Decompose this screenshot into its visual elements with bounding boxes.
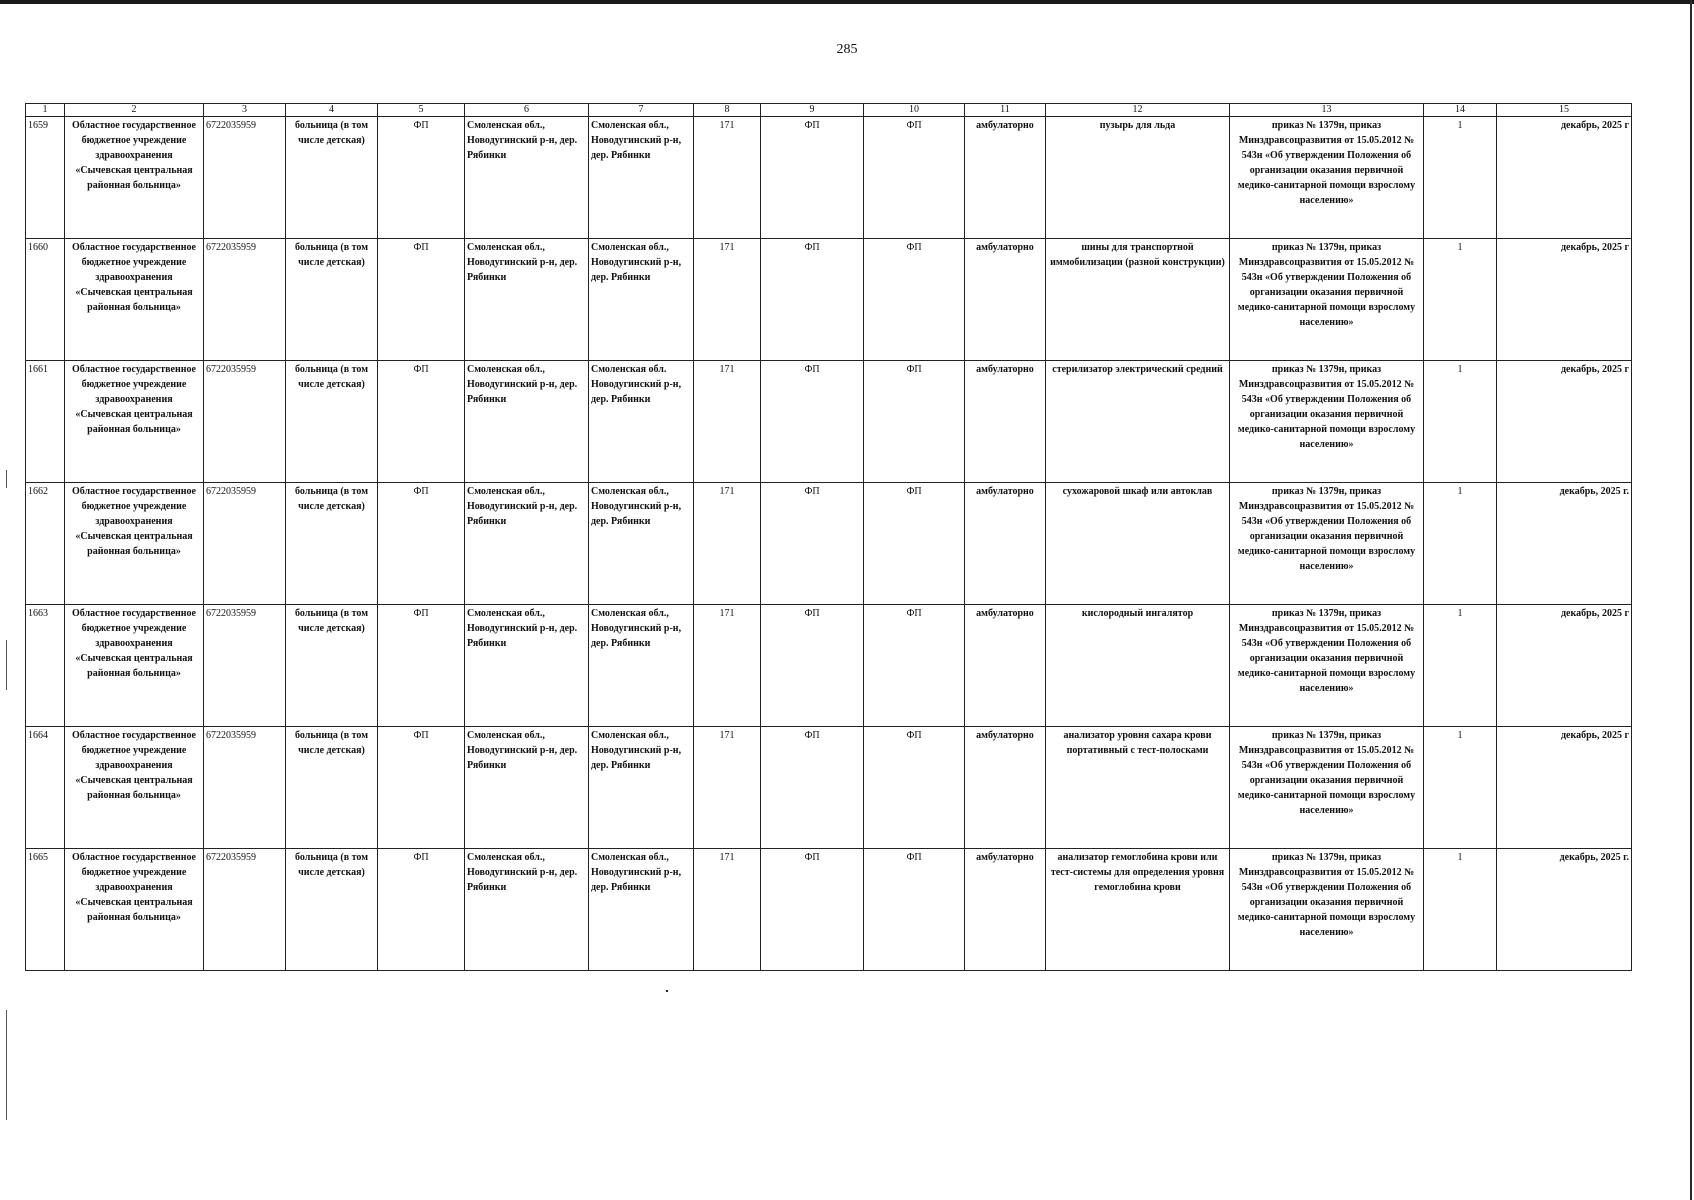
column-number: 13 bbox=[1230, 104, 1424, 117]
legal-basis-cell: приказ № 1379н, приказ Минздравсоцразвития от 15.05.2012 № 543н «Об утверждении Положения об организации оказания первичной медико-санитарной помощи взрослому населению» bbox=[1230, 727, 1424, 849]
column-number-row bbox=[26, 104, 1632, 117]
page-number: 285 bbox=[836, 42, 858, 57]
column-number: 12 bbox=[1046, 104, 1230, 117]
unit-type-cell: ФП bbox=[761, 605, 864, 727]
delivery-address-cell: Смоленская обл., Новодугинский р-н, дер. Рябинки bbox=[589, 239, 694, 361]
quantity-cell: 1 bbox=[1424, 239, 1497, 361]
facility-type-cell: больница (в том числе детская) bbox=[286, 849, 378, 971]
equipment-item-cell: шины для транспортной иммобилизации (разной конструкции) bbox=[1046, 239, 1230, 361]
inn-cell: 6722035959 bbox=[204, 605, 286, 727]
unit-cell: ФП bbox=[378, 361, 465, 483]
address-cell: Смоленская обл., Новодугинский р-н, дер. Рябинки bbox=[465, 727, 589, 849]
delivery-address-cell: Смоленская обл., Новодугинский р-н, дер. Рябинки bbox=[589, 849, 694, 971]
delivery-address-cell: Смоленская обл. Новодугинский р-н, дер. Рябинки bbox=[589, 361, 694, 483]
unit-type-cell: ФП bbox=[761, 483, 864, 605]
quantity-cell: 1 bbox=[1424, 605, 1497, 727]
inn-cell: 6722035959 bbox=[204, 361, 286, 483]
legal-basis-cell: приказ № 1379н, приказ Минздравсоцразвития от 15.05.2012 № 543н «Об утверждении Положения об организации оказания первичной медико-санитарной помощи взрослому населению» bbox=[1230, 361, 1424, 483]
delivery-date-cell: декабрь, 2025 г bbox=[1497, 361, 1632, 483]
column-number: 6 bbox=[465, 104, 589, 117]
unit-cell: ФП bbox=[378, 849, 465, 971]
margin-mark bbox=[6, 1010, 7, 1120]
equipment-item-cell: стерилизатор электрический средний bbox=[1046, 361, 1230, 483]
facility-type-cell: больница (в том числе детская) bbox=[286, 727, 378, 849]
facility-type-cell: больница (в том числе детская) bbox=[286, 117, 378, 239]
column-number: 14 bbox=[1424, 104, 1497, 117]
table-row bbox=[26, 117, 1632, 239]
unit-subtype-cell: ФП bbox=[864, 727, 965, 849]
unit-subtype-cell: ФП bbox=[864, 605, 965, 727]
table-row bbox=[26, 849, 1632, 971]
unit-cell: ФП bbox=[378, 727, 465, 849]
organization-cell: Областное государственное бюджетное учреждение здравоохранения «Сычевская центральная районная больница» bbox=[65, 849, 204, 971]
table-body bbox=[26, 104, 1632, 971]
right-edge-rule bbox=[1690, 0, 1692, 1200]
equipment-item-cell: сухожаровой шкаф или автоклав bbox=[1046, 483, 1230, 605]
unit-cell: ФП bbox=[378, 483, 465, 605]
address-cell: Смоленская обл., Новодугинский р-н, дер. Рябинки bbox=[465, 605, 589, 727]
quantity-cell: 1 bbox=[1424, 727, 1497, 849]
column-number: 2 bbox=[65, 104, 204, 117]
scan-speck bbox=[666, 990, 668, 992]
organization-cell: Областное государственное бюджетное учреждение здравоохранения «Сычевская центральная районная больница» bbox=[65, 361, 204, 483]
care-mode-cell: амбулаторно bbox=[965, 483, 1046, 605]
row-number-cell: 1660 bbox=[26, 239, 65, 361]
care-mode-cell: амбулаторно bbox=[965, 361, 1046, 483]
equipment-item-cell: пузырь для льда bbox=[1046, 117, 1230, 239]
facility-type-cell: больница (в том числе детская) bbox=[286, 483, 378, 605]
code-cell: 171 bbox=[694, 849, 761, 971]
delivery-date-cell: декабрь, 2025 г bbox=[1497, 727, 1632, 849]
delivery-address-cell: Смоленская обл., Новодугинский р-н, дер. Рябинки bbox=[589, 605, 694, 727]
organization-cell: Областное государственное бюджетное учреждение здравоохранения «Сычевская центральная районная больница» bbox=[65, 117, 204, 239]
address-cell: Смоленская обл., Новодугинский р-н, дер. Рябинки bbox=[465, 117, 589, 239]
equipment-item-cell: анализатор уровня сахара крови портативный с тест-полосками bbox=[1046, 727, 1230, 849]
unit-type-cell: ФП bbox=[761, 849, 864, 971]
column-number: 5 bbox=[378, 104, 465, 117]
column-number: 9 bbox=[761, 104, 864, 117]
care-mode-cell: амбулаторно bbox=[965, 239, 1046, 361]
row-number-cell: 1659 bbox=[26, 117, 65, 239]
row-number-cell: 1663 bbox=[26, 605, 65, 727]
registry-table-wrapper bbox=[25, 103, 1631, 971]
code-cell: 171 bbox=[694, 117, 761, 239]
quantity-cell: 1 bbox=[1424, 117, 1497, 239]
delivery-date-cell: декабрь, 2025 г. bbox=[1497, 849, 1632, 971]
address-cell: Смоленская обл., Новодугинский р-н, дер. Рябинки bbox=[465, 849, 589, 971]
delivery-address-cell: Смоленская обл., Новодугинский р-н, дер. Рябинки bbox=[589, 483, 694, 605]
legal-basis-cell: приказ № 1379н, приказ Минздравсоцразвития от 15.05.2012 № 543н «Об утверждении Положения об организации оказания первичной медико-санитарной помощи взрослому населению» bbox=[1230, 605, 1424, 727]
column-number: 11 bbox=[965, 104, 1046, 117]
equipment-registry-table bbox=[25, 103, 1632, 971]
row-number-cell: 1662 bbox=[26, 483, 65, 605]
unit-type-cell: ФП bbox=[761, 117, 864, 239]
delivery-date-cell: декабрь, 2025 г bbox=[1497, 239, 1632, 361]
equipment-item-cell: кислородный ингалятор bbox=[1046, 605, 1230, 727]
table-row bbox=[26, 239, 1632, 361]
unit-subtype-cell: ФП bbox=[864, 361, 965, 483]
code-cell: 171 bbox=[694, 605, 761, 727]
column-number: 1 bbox=[26, 104, 65, 117]
care-mode-cell: амбулаторно bbox=[965, 117, 1046, 239]
legal-basis-cell: приказ № 1379н, приказ Минздравсоцразвития от 15.05.2012 № 543н «Об утверждении Положения об организации оказания первичной медико-санитарной помощи взрослому населению» bbox=[1230, 849, 1424, 971]
unit-cell: ФП bbox=[378, 605, 465, 727]
organization-cell: Областное государственное бюджетное учреждение здравоохранения «Сычевская центральная районная больница» bbox=[65, 727, 204, 849]
care-mode-cell: амбулаторно bbox=[965, 605, 1046, 727]
organization-cell: Областное государственное бюджетное учреждение здравоохранения «Сычевская центральная районная больница» bbox=[65, 483, 204, 605]
care-mode-cell: амбулаторно bbox=[965, 727, 1046, 849]
organization-cell: Областное государственное бюджетное учреждение здравоохранения «Сычевская центральная районная больница» bbox=[65, 605, 204, 727]
unit-type-cell: ФП bbox=[761, 239, 864, 361]
unit-type-cell: ФП bbox=[761, 727, 864, 849]
inn-cell: 6722035959 bbox=[204, 117, 286, 239]
row-number-cell: 1665 bbox=[26, 849, 65, 971]
delivery-address-cell: Смоленская обл., Новодугинский р-н, дер. Рябинки bbox=[589, 117, 694, 239]
quantity-cell: 1 bbox=[1424, 483, 1497, 605]
unit-type-cell: ФП bbox=[761, 361, 864, 483]
delivery-address-cell: Смоленская обл., Новодугинский р-н, дер. Рябинки bbox=[589, 727, 694, 849]
legal-basis-cell: приказ № 1379н, приказ Минздравсоцразвития от 15.05.2012 № 543н «Об утверждении Положения об организации оказания первичной медико-санитарной помощи взрослому населению» bbox=[1230, 239, 1424, 361]
table-row bbox=[26, 361, 1632, 483]
code-cell: 171 bbox=[694, 483, 761, 605]
legal-basis-cell: приказ № 1379н, приказ Минздравсоцразвития от 15.05.2012 № 543н «Об утверждении Положения об организации оказания первичной медико-санитарной помощи взрослому населению» bbox=[1230, 483, 1424, 605]
code-cell: 171 bbox=[694, 727, 761, 849]
table-row bbox=[26, 727, 1632, 849]
column-number: 15 bbox=[1497, 104, 1632, 117]
top-border-rule bbox=[0, 0, 1694, 4]
column-number: 7 bbox=[589, 104, 694, 117]
inn-cell: 6722035959 bbox=[204, 483, 286, 605]
column-number: 10 bbox=[864, 104, 965, 117]
unit-subtype-cell: ФП bbox=[864, 239, 965, 361]
column-number: 8 bbox=[694, 104, 761, 117]
code-cell: 171 bbox=[694, 239, 761, 361]
column-number: 3 bbox=[204, 104, 286, 117]
address-cell: Смоленская обл., Новодугинский р-н, дер. Рябинки bbox=[465, 361, 589, 483]
unit-cell: ФП bbox=[378, 117, 465, 239]
address-cell: Смоленская обл., Новодугинский р-н, дер. Рябинки bbox=[465, 239, 589, 361]
column-number: 4 bbox=[286, 104, 378, 117]
row-number-cell: 1664 bbox=[26, 727, 65, 849]
facility-type-cell: больница (в том числе детская) bbox=[286, 239, 378, 361]
quantity-cell: 1 bbox=[1424, 361, 1497, 483]
organization-cell: Областное государственное бюджетное учреждение здравоохранения «Сычевская центральная районная больница» bbox=[65, 239, 204, 361]
margin-mark bbox=[6, 640, 7, 690]
quantity-cell: 1 bbox=[1424, 849, 1497, 971]
care-mode-cell: амбулаторно bbox=[965, 849, 1046, 971]
equipment-item-cell: анализатор гемоглобина крови или тест-системы для определения уровня гемоглобина крови bbox=[1046, 849, 1230, 971]
delivery-date-cell: декабрь, 2025 г bbox=[1497, 605, 1632, 727]
row-number-cell: 1661 bbox=[26, 361, 65, 483]
margin-mark bbox=[6, 470, 7, 488]
inn-cell: 6722035959 bbox=[204, 849, 286, 971]
table-row bbox=[26, 483, 1632, 605]
facility-type-cell: больница (в том числе детская) bbox=[286, 605, 378, 727]
inn-cell: 6722035959 bbox=[204, 727, 286, 849]
table-row bbox=[26, 605, 1632, 727]
unit-subtype-cell: ФП bbox=[864, 849, 965, 971]
delivery-date-cell: декабрь, 2025 г. bbox=[1497, 483, 1632, 605]
inn-cell: 6722035959 bbox=[204, 239, 286, 361]
unit-cell: ФП bbox=[378, 239, 465, 361]
address-cell: Смоленская обл., Новодугинский р-н, дер. Рябинки bbox=[465, 483, 589, 605]
delivery-date-cell: декабрь, 2025 г bbox=[1497, 117, 1632, 239]
code-cell: 171 bbox=[694, 361, 761, 483]
unit-subtype-cell: ФП bbox=[864, 483, 965, 605]
legal-basis-cell: приказ № 1379н, приказ Минздравсоцразвития от 15.05.2012 № 543н «Об утверждении Положения об организации оказания первичной медико-санитарной помощи взрослому населению» bbox=[1230, 117, 1424, 239]
unit-subtype-cell: ФП bbox=[864, 117, 965, 239]
facility-type-cell: больница (в том числе детская) bbox=[286, 361, 378, 483]
